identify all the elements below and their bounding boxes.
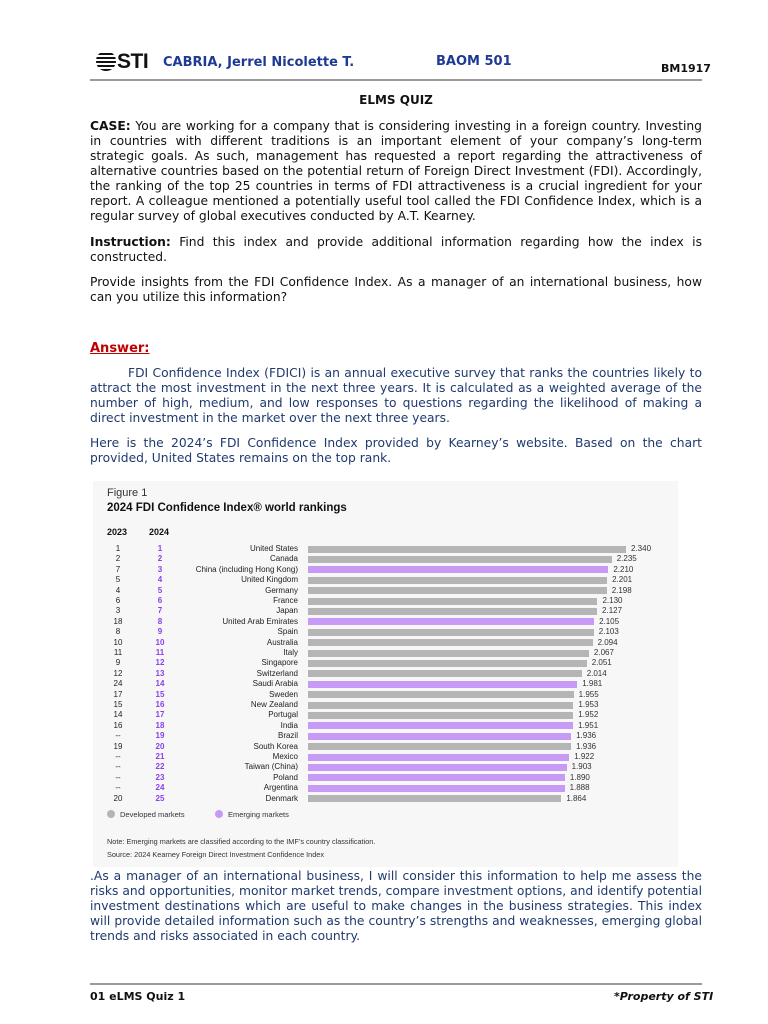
globe-icon — [96, 51, 116, 71]
bar — [308, 546, 626, 553]
rank-2024: 23 — [155, 772, 165, 782]
bar — [308, 733, 571, 740]
chart-row — [93, 773, 678, 783]
chart-title: 2024 FDI Confidence Index® world rankings — [107, 502, 347, 514]
value-label: 2.130 — [602, 596, 623, 605]
value-label: 2.210 — [613, 564, 634, 574]
country-label: United Arab Emirates — [222, 616, 298, 626]
country-label: Italy — [283, 648, 298, 657]
value-label: 2.014 — [586, 668, 607, 678]
column-header-2024: 2024 — [149, 527, 170, 537]
rank-2023: 8 — [115, 627, 121, 637]
country-label: Taiwan (China) — [244, 762, 298, 772]
footer-divider — [90, 983, 702, 985]
course-code: BAOM 501 — [436, 54, 512, 69]
bar — [308, 618, 594, 625]
rank-2024: 25 — [155, 793, 165, 803]
value-label: 1.864 — [566, 793, 587, 803]
country-label: Switzerland — [256, 668, 298, 678]
footer-left: 01 eLMS Quiz 1 — [90, 990, 186, 1003]
country-label: France — [273, 596, 298, 605]
rank-2023: 1 — [115, 544, 121, 553]
rank-2023: 4 — [115, 585, 121, 595]
rank-2024: 17 — [155, 710, 165, 720]
answer-paragraph-3: .As a manager of an international business, I will consider this information to help me assess the risks and opportunities, monitor market trends, compare investment options, and identify potential investment destinations which are useful to make changes in the business strategies. This index will provide detailed information such as the country’s strengths and weaknesses, emerging global trends and risks associated in each country. — [90, 869, 702, 943]
chart-row — [93, 721, 678, 731]
value-label: 2.067 — [593, 648, 614, 657]
instruction-text: Find this index and provide additional information regarding how the index is constructed. — [90, 235, 702, 264]
rank-2023: 20 — [113, 793, 123, 803]
rank-2024: 24 — [155, 783, 165, 793]
country-label: Spain — [277, 627, 298, 637]
bar — [308, 743, 571, 750]
rank-2023: -- — [115, 752, 121, 761]
chart-row — [93, 742, 678, 752]
country-label: Brazil — [277, 731, 298, 741]
question-paragraph: Provide insights from the FDI Confidence Index. As a manager of an international business, how can you utilize this information? — [90, 275, 702, 304]
country-label: Japan — [276, 606, 298, 616]
bar — [308, 608, 597, 615]
rank-2023: 5 — [115, 575, 121, 585]
value-label: 2.198 — [611, 585, 632, 595]
header-divider — [90, 79, 702, 81]
value-label: 1.888 — [569, 783, 590, 793]
value-label: 1.952 — [578, 710, 599, 720]
value-label: 1.936 — [576, 741, 597, 751]
country-label: United States — [249, 544, 298, 553]
bar — [308, 795, 561, 802]
rank-2024: 3 — [157, 564, 163, 574]
rank-2024: 13 — [155, 668, 165, 678]
value-label: 1.890 — [569, 772, 590, 782]
bar — [308, 660, 587, 667]
value-label: 1.953 — [578, 700, 599, 709]
bar — [308, 722, 573, 729]
chart-row — [93, 731, 678, 741]
value-label: 1.951 — [578, 720, 599, 730]
rank-2024: 1 — [157, 544, 163, 553]
rank-2024: 5 — [157, 585, 163, 595]
rank-2024: 20 — [155, 741, 165, 751]
bar — [308, 650, 589, 657]
rank-2023: 24 — [113, 679, 123, 689]
country-label: Saudi Arabia — [252, 679, 298, 689]
value-label: 2.103 — [598, 627, 619, 637]
sti-logo: STI — [96, 50, 148, 74]
student-name: CABRIA, Jerrel Nicolette T. — [163, 55, 355, 70]
rank-2023: -- — [115, 731, 121, 741]
rank-2023: 18 — [113, 616, 123, 626]
bar — [308, 702, 573, 709]
country-label: China (including Hong Kong) — [195, 564, 298, 574]
chart-row — [93, 648, 678, 658]
value-label: 1.922 — [574, 752, 595, 761]
rank-2023: 12 — [113, 668, 123, 678]
instruction-label: Instruction: — [90, 235, 171, 249]
value-label: 2.340 — [631, 544, 652, 553]
legend-developed: Developed markets — [107, 810, 185, 819]
value-label: 2.105 — [599, 616, 620, 626]
chart-row — [93, 575, 678, 585]
case-paragraph — [90, 119, 702, 224]
country-label: Singapore — [261, 658, 298, 668]
bar — [308, 712, 573, 719]
rank-2023: 9 — [115, 658, 121, 668]
chart-row — [93, 783, 678, 793]
bar — [308, 639, 593, 646]
rank-2023: 16 — [113, 720, 123, 730]
rank-2024: 14 — [155, 679, 165, 689]
country-label: Poland — [273, 772, 298, 782]
page-title: ELMS QUIZ — [359, 93, 433, 107]
rank-2023: 17 — [113, 689, 123, 699]
legend-emerging: Emerging markets — [215, 810, 289, 819]
case-text: You are working for a company that is considering investing in a foreign country. Investing in countries with different traditions is an important element of your company’s long-term strategic goals. As such, management has requested a report regarding the attractiveness of alternative countries based on the potential return of Foreign Direct Investment (FDI). Accordingly, the ranking of the top 25 countries in terms of FDI attractiveness is a crucial ingredient for your report. A colleague mentioned a potentially useful tool called the FDI Confidence Index, which is a regular survey of global executives conducted by A.T. Kearney. — [90, 119, 702, 223]
rank-2023: 14 — [113, 710, 123, 720]
bar — [308, 587, 607, 594]
bar — [308, 681, 577, 688]
bar — [308, 774, 565, 781]
value-label: 2.051 — [591, 658, 612, 668]
rank-2023: 7 — [115, 564, 121, 574]
document-code: BM1917 — [661, 62, 711, 75]
chart-row — [93, 752, 678, 762]
chart-note: Note: Emerging markets are classified according to the IMF’s country classification. — [107, 837, 376, 846]
rank-2023: 6 — [115, 596, 121, 605]
country-label: Australia — [266, 637, 298, 647]
country-label: South Korea — [253, 741, 298, 751]
value-label: 2.201 — [612, 575, 633, 585]
bar — [308, 691, 574, 698]
chart-row — [93, 679, 678, 689]
value-label: 2.127 — [602, 606, 623, 616]
developed-dot-icon — [107, 810, 115, 818]
chart-row — [93, 638, 678, 648]
rank-2024: 4 — [157, 575, 163, 585]
bar — [308, 556, 612, 563]
chart-row — [93, 700, 678, 710]
rank-2023: 2 — [115, 554, 121, 564]
rank-2023: -- — [115, 783, 121, 793]
rank-2024: 8 — [157, 616, 163, 626]
bar — [308, 764, 567, 771]
bar — [308, 629, 594, 636]
rank-2024: 10 — [155, 637, 165, 647]
value-label: 2.235 — [616, 554, 637, 564]
rank-2024: 9 — [157, 627, 163, 637]
chart-source: Source: 2024 Kearney Foreign Direct Investment Confidence Index — [107, 850, 325, 859]
country-label: Sweden — [269, 689, 298, 699]
rank-2024: 19 — [155, 731, 165, 741]
country-label: Portugal — [268, 710, 298, 720]
rank-2024: 12 — [155, 658, 165, 668]
rank-2024: 16 — [155, 700, 165, 709]
case-label: CASE: — [90, 119, 131, 133]
bar — [308, 754, 569, 761]
bar — [308, 785, 565, 792]
bar — [308, 670, 582, 677]
figure-label: Figure 1 — [107, 487, 148, 499]
rank-2023: 19 — [113, 741, 123, 751]
country-label: Canada — [269, 554, 298, 564]
rank-2023: 15 — [113, 700, 123, 709]
chart-row — [93, 762, 678, 772]
rank-2024: 2 — [157, 554, 163, 564]
bar — [308, 577, 607, 584]
chart-row — [93, 617, 678, 627]
value-label: 1.936 — [576, 731, 597, 741]
rank-2024: 22 — [155, 762, 165, 772]
rank-2023: -- — [115, 762, 121, 772]
emerging-dot-icon — [215, 810, 223, 818]
chart-row — [93, 669, 678, 679]
bar — [308, 598, 597, 605]
rank-2023: -- — [115, 772, 121, 782]
country-label: New Zealand — [250, 700, 298, 709]
rank-2024: 6 — [157, 596, 163, 605]
country-label: Germany — [265, 585, 298, 595]
chart-row — [93, 606, 678, 616]
chart-row — [93, 794, 678, 804]
rank-2024: 15 — [155, 689, 165, 699]
rank-2023: 10 — [113, 637, 123, 647]
chart-row — [93, 586, 678, 596]
country-label: Mexico — [272, 752, 298, 761]
bar — [308, 566, 608, 573]
rank-2024: 21 — [155, 752, 165, 761]
answer-label: Answer: — [90, 341, 150, 356]
country-label: India — [280, 720, 298, 730]
answer-paragraph-2: Here is the 2024’s FDI Confidence Index provided by Kearney’s website. Based on the chart provided, United States remains on the top rank. — [90, 436, 702, 465]
rank-2024: 7 — [157, 606, 163, 616]
column-header-2023: 2023 — [107, 527, 128, 537]
value-label: 1.955 — [578, 689, 599, 699]
rank-2024: 18 — [155, 720, 165, 730]
chart-row — [93, 544, 678, 554]
country-label: United Kingdom — [241, 575, 298, 585]
rank-2023: 3 — [115, 606, 121, 616]
chart-row — [93, 690, 678, 700]
answer-paragraph-1: FDI Confidence Index (FDICI) is an annual executive survey that ranks the countries likely to attract the most investment in the next three years. It is calculated as a weighted average of the number of high, medium, and low responses to questions regarding the likelihood of making a direct investment in the market over the next three years. — [90, 366, 702, 425]
value-label: 2.094 — [597, 637, 618, 647]
country-label: Denmark — [265, 793, 298, 803]
country-label: Argentina — [263, 783, 298, 793]
footer-right: *Property of STI — [614, 990, 714, 1003]
chart-row — [93, 565, 678, 575]
rank-2023: 11 — [113, 648, 123, 657]
instruction-paragraph — [90, 235, 702, 265]
chart-row — [93, 710, 678, 720]
value-label: 1.981 — [582, 679, 603, 689]
value-label: 1.903 — [571, 762, 592, 772]
chart-row — [93, 596, 678, 606]
rank-2024: 11 — [155, 648, 165, 657]
fdi-chart — [93, 481, 678, 867]
chart-row — [93, 627, 678, 637]
chart-row — [93, 554, 678, 564]
chart-row — [93, 658, 678, 668]
